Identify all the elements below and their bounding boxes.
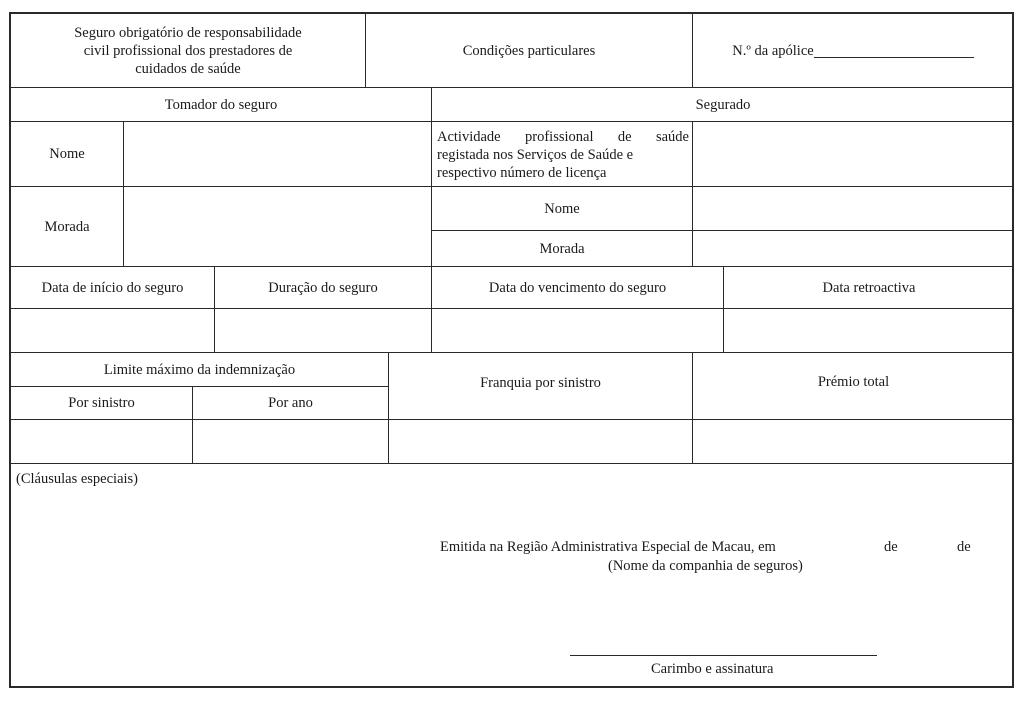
signature-line [570, 655, 877, 656]
policyholder-name-label: Nome [49, 146, 85, 162]
activity-label-line: Actividade profissional de saúde [437, 129, 689, 145]
retroactive-date-input[interactable] [724, 309, 1014, 352]
policyholder-address-label: Morada [44, 218, 90, 235]
activity-label [437, 128, 689, 182]
duration-input[interactable] [215, 309, 431, 352]
title-line: cuidados de saúde [135, 60, 241, 77]
insured-address-input[interactable] [693, 231, 1014, 266]
issued-day-de: de [884, 539, 898, 555]
company-name-label: (Nome da companhia de seguros) [608, 558, 803, 574]
policy-number-field[interactable] [693, 14, 1013, 87]
duration-label: Duração do seguro [268, 279, 378, 296]
activity-label-line: respectivo número de licença [437, 165, 607, 181]
title-line: civil profissional dos prestadores de [83, 42, 293, 59]
issued-text: Emitida na Região Administrativa Especial de Macau, em [440, 539, 776, 555]
retroactive-date-label: Data retroactiva [822, 279, 916, 296]
issued-month-de: de [957, 539, 971, 555]
insured-name-label: Nome [544, 200, 580, 217]
premium-label: Prémio total [817, 374, 890, 390]
special-clauses-label: (Cláusulas especiais) [16, 471, 139, 487]
expiry-date-input[interactable] [432, 309, 723, 352]
policy-number-input[interactable] [814, 43, 974, 58]
deductible-input[interactable] [389, 420, 692, 463]
activity-input[interactable] [693, 122, 1014, 186]
per-claim-input[interactable] [11, 420, 192, 463]
policyholder-name-input[interactable] [124, 122, 431, 186]
start-date-label: Data de início do seguro [41, 279, 184, 296]
form-title [11, 14, 365, 87]
start-date-input[interactable] [11, 309, 214, 352]
policy-number-label: N.º da apólice [732, 42, 814, 59]
insured-name-input[interactable] [693, 187, 1014, 230]
per-year-input[interactable] [193, 420, 388, 463]
deductible-label: Franquia por sinistro [480, 375, 601, 391]
per-year-label: Por ano [268, 395, 313, 411]
conditions-heading: Condições particulares [462, 42, 596, 59]
per-claim-label: Por sinistro [68, 395, 135, 411]
signature-label: Carimbo e assinatura [651, 661, 774, 677]
max-limit-label: Limite máximo da indemnização [103, 361, 296, 378]
expiry-date-label: Data do vencimento do seguro [488, 279, 667, 296]
title-line: Seguro obrigatório de responsabilidade [74, 24, 302, 41]
premium-input[interactable] [693, 420, 1014, 463]
insured-heading: Segurado [695, 96, 751, 113]
divider [9, 463, 1014, 464]
activity-label-line: registada nos Serviços de Saúde e [437, 147, 634, 163]
policyholder-address-input[interactable] [124, 187, 431, 266]
policyholder-heading: Tomador do seguro [164, 96, 278, 113]
insured-address-label: Morada [539, 240, 585, 257]
